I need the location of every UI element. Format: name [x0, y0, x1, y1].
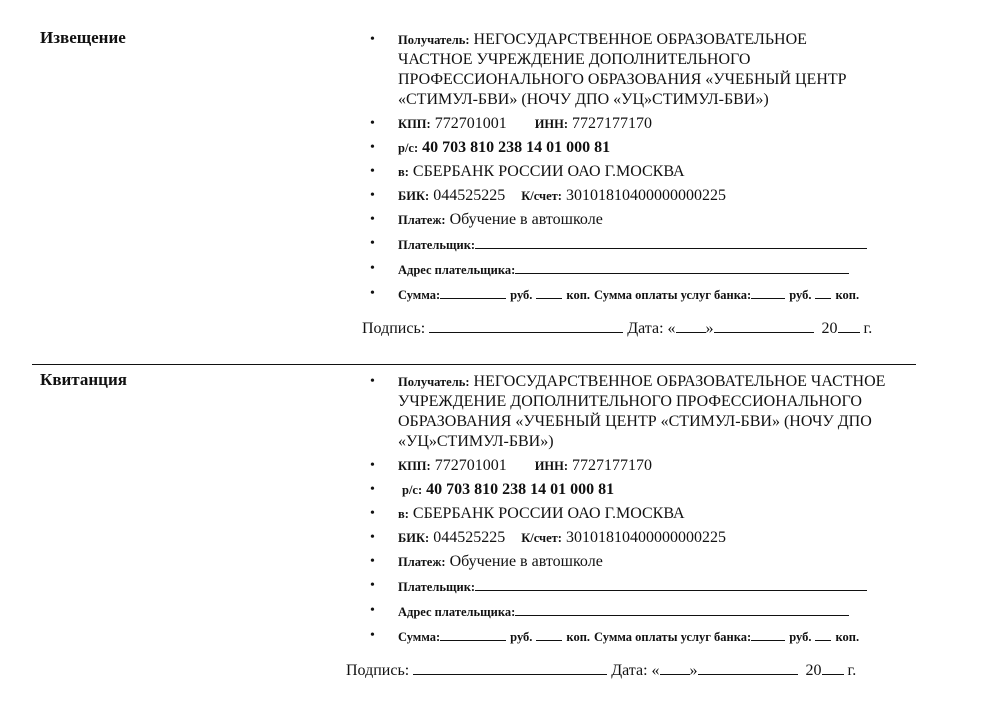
year-prefix: 20 — [821, 320, 838, 337]
bullet-icon: • — [370, 116, 375, 131]
recipient-label: Получатель: — [398, 33, 470, 47]
payer-field[interactable] — [475, 576, 867, 591]
date-label: Дата: « — [627, 320, 676, 337]
kop-label: коп. — [566, 630, 591, 644]
bullet-icon: • — [370, 628, 375, 643]
bank-value: СБЕРБАНК РОССИИ ОАО Г.МОСКВА — [412, 163, 685, 180]
kpp-inn-row — [370, 114, 930, 134]
bullet-icon: • — [370, 212, 375, 227]
sum-row — [370, 626, 930, 647]
address-row — [370, 601, 930, 622]
payment-value: Обучение в автошколе — [449, 553, 603, 570]
sum-label: Сумма: — [398, 630, 441, 644]
bank-fee-label: Сумма оплаты услуг банка: — [594, 288, 752, 302]
day-field[interactable] — [676, 318, 706, 333]
fee-kop-field[interactable] — [815, 284, 831, 299]
notice-items — [370, 30, 930, 309]
fee-rub-field[interactable] — [751, 284, 785, 299]
recipient-row — [370, 30, 848, 110]
bank-label: в: — [398, 165, 409, 179]
bank-label: в: — [398, 507, 409, 521]
address-field[interactable] — [515, 601, 849, 616]
bullet-icon: • — [370, 236, 375, 251]
date-label: Дата: « — [611, 662, 660, 679]
sum-rub-field[interactable] — [440, 626, 506, 641]
bullet-icon: • — [370, 32, 375, 47]
fee-rub-field[interactable] — [751, 626, 785, 641]
receipt-title: Квитанция — [40, 370, 127, 389]
corr-account-label: К/счет: — [521, 189, 562, 203]
payer-row — [370, 234, 930, 255]
year-field[interactable] — [822, 660, 844, 675]
kop-label: коп. — [835, 630, 860, 644]
payment-row — [370, 210, 930, 230]
account-label: р/с: — [402, 483, 423, 497]
kpp-value: 772701001 — [434, 457, 507, 474]
inn-value: 7727177170 — [572, 457, 653, 474]
account-label: р/с: — [398, 141, 419, 155]
recipient-label: Получатель: — [398, 375, 470, 389]
bullet-icon: • — [370, 458, 375, 473]
payer-label: Плательщик: — [398, 238, 476, 252]
month-field[interactable] — [714, 318, 814, 333]
bank-value: СБЕРБАНК РОССИИ ОАО Г.МОСКВА — [412, 505, 685, 522]
date-close: » — [689, 662, 698, 679]
year-field[interactable] — [838, 318, 860, 333]
account-row — [370, 480, 930, 500]
payer-label: Плательщик: — [398, 580, 476, 594]
bullet-icon: • — [370, 374, 375, 389]
sum-rub-field[interactable] — [440, 284, 506, 299]
bik-label: БИК: — [398, 189, 430, 203]
signature-field[interactable] — [429, 318, 623, 333]
bik-value: 044525225 — [433, 529, 506, 546]
corr-account-value: 30101810400000000225 — [565, 187, 726, 204]
rub-label: руб. — [510, 630, 533, 644]
bank-row — [370, 162, 930, 182]
date-close: » — [705, 320, 714, 337]
year-suffix: г. — [863, 320, 873, 337]
bik-label: БИК: — [398, 531, 430, 545]
notice-title: Извещение — [40, 28, 126, 47]
bullet-icon: • — [370, 506, 375, 521]
account-value: 40 703 810 238 14 01 000 81 — [422, 139, 611, 156]
bullet-icon: • — [370, 482, 375, 497]
recipient-row — [370, 372, 888, 452]
kop-label: коп. — [566, 288, 591, 302]
sum-label: Сумма: — [398, 288, 441, 302]
inn-label: ИНН: — [534, 117, 569, 131]
signature-row — [362, 318, 872, 338]
payment-label: Платеж: — [398, 213, 446, 227]
year-prefix: 20 — [805, 662, 822, 679]
kpp-label: КПП: — [398, 459, 431, 473]
address-label: Адрес плательщика: — [398, 263, 516, 277]
signature-row — [346, 660, 856, 680]
address-row — [370, 259, 930, 280]
payment-value: Обучение в автошколе — [449, 211, 603, 228]
bank-fee-label: Сумма оплаты услуг банка: — [594, 630, 752, 644]
bullet-icon: • — [370, 261, 375, 276]
account-value: 40 703 810 238 14 01 000 81 — [426, 481, 615, 498]
signature-label: Подпись: — [362, 320, 426, 337]
recipient-value: НЕГОСУДАРСТВЕННОЕ ОБРАЗОВАТЕЛЬНОЕ ЧАСТНОЕ УЧРЕЖДЕНИЕ ДОПОЛНИТЕЛЬНОГО ПРОФЕССИОНАЛЬНОГО ОБРАЗОВАНИЯ «УЧЕБНЫЙ ЦЕНТР «СТИМУЛ-БВИ» (НОЧУ ДПО «УЦ»СТИМУЛ-БВИ») — [398, 373, 886, 450]
bank-row — [370, 504, 930, 524]
recipient-value: НЕГОСУДАРСТВЕННОЕ ОБРАЗОВАТЕЛЬНОЕ ЧАСТНОЕ УЧРЕЖДЕНИЕ ДОПОЛНИТЕЛЬНОГО ПРОФЕССИОНАЛЬНОГО ОБРАЗОВАНИЯ «УЧЕБНЫЙ ЦЕНТР «СТИМУЛ-БВИ» (НОЧУ ДПО «УЦ»СТИМУЛ-БВИ») — [398, 31, 847, 108]
corr-account-value: 30101810400000000225 — [565, 529, 726, 546]
bullet-icon: • — [370, 554, 375, 569]
sum-kop-field[interactable] — [536, 626, 562, 641]
rub-label: руб. — [789, 288, 812, 302]
sum-row — [370, 284, 930, 305]
payer-field[interactable] — [475, 234, 867, 249]
bullet-icon: • — [370, 578, 375, 593]
signature-field[interactable] — [413, 660, 607, 675]
signature-label: Подпись: — [346, 662, 410, 679]
bullet-icon: • — [370, 603, 375, 618]
bik-value: 044525225 — [433, 187, 506, 204]
kop-label: коп. — [835, 288, 860, 302]
account-row — [370, 138, 930, 158]
month-field[interactable] — [698, 660, 798, 675]
section-divider — [32, 364, 916, 365]
rub-label: руб. — [510, 288, 533, 302]
day-field[interactable] — [660, 660, 690, 675]
address-field[interactable] — [515, 259, 849, 274]
year-suffix: г. — [847, 662, 857, 679]
bullet-icon: • — [370, 140, 375, 155]
kpp-label: КПП: — [398, 117, 431, 131]
inn-value: 7727177170 — [572, 115, 653, 132]
receipt-items — [370, 372, 930, 651]
bik-row — [370, 528, 930, 548]
kpp-value: 772701001 — [434, 115, 507, 132]
bullet-icon: • — [370, 188, 375, 203]
fee-kop-field[interactable] — [815, 626, 831, 641]
payment-label: Платеж: — [398, 555, 446, 569]
kpp-inn-row — [370, 456, 930, 476]
bullet-icon: • — [370, 164, 375, 179]
bik-row — [370, 186, 930, 206]
address-label: Адрес плательщика: — [398, 605, 516, 619]
payer-row — [370, 576, 930, 597]
sum-kop-field[interactable] — [536, 284, 562, 299]
bullet-icon: • — [370, 530, 375, 545]
bullet-icon: • — [370, 286, 375, 301]
corr-account-label: К/счет: — [521, 531, 562, 545]
payment-row — [370, 552, 930, 572]
inn-label: ИНН: — [534, 459, 569, 473]
rub-label: руб. — [789, 630, 812, 644]
